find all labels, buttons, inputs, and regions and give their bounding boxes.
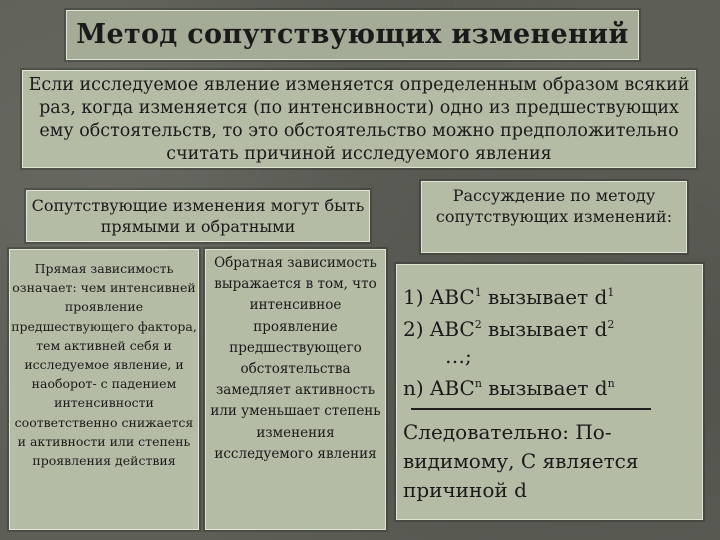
inverse-dependence-box: Обратная зависимость выражается в том, что интенсивное проявление предшествующего обстоятельства замедляет активность или уменьшает степень изменения исследуемого явления (205, 249, 386, 530)
reasoning-ellipsis: …; (445, 344, 472, 368)
reasoning-step-n: n) ABC$^n$ вызывает $d^n$ (403, 376, 615, 400)
reasoning-conclusion: Следовательно: По-видимому, С является причиной d (403, 420, 639, 502)
kinds-box: Сопутствующие изменения могут быть прямыми и обратными (26, 190, 370, 242)
slide-title: Метод сопутствующих изменений (66, 10, 639, 60)
reasoning-box (396, 264, 703, 520)
conclusion-divider (411, 408, 651, 410)
reasoning-step-1: 1) ABC$^1$ вызывает $d^1$ (403, 285, 615, 309)
direct-dependence-box: Прямая зависимость означает: чем интенсивней проявление предшествующего фактора, тем активней себя и исследуемое явление, и наоборот- с падением интенсивности соответственно снижается и активности или степень проявления действия (9, 249, 199, 530)
definition-box: Если исследуемое явление изменяется определенным образом всякий раз, когда изменяется (по интенсивности) одно из предшествующих ему обстоятельств, то это обстоятельство можно предположительно считать причиной исследуемого явления (22, 70, 696, 168)
reasoning-step-2: 2) ABC$^2$ вызывает $d^2$ (403, 317, 615, 341)
reasoning-title-box: Рассуждение по методу сопутствующих изменений: (421, 181, 687, 253)
